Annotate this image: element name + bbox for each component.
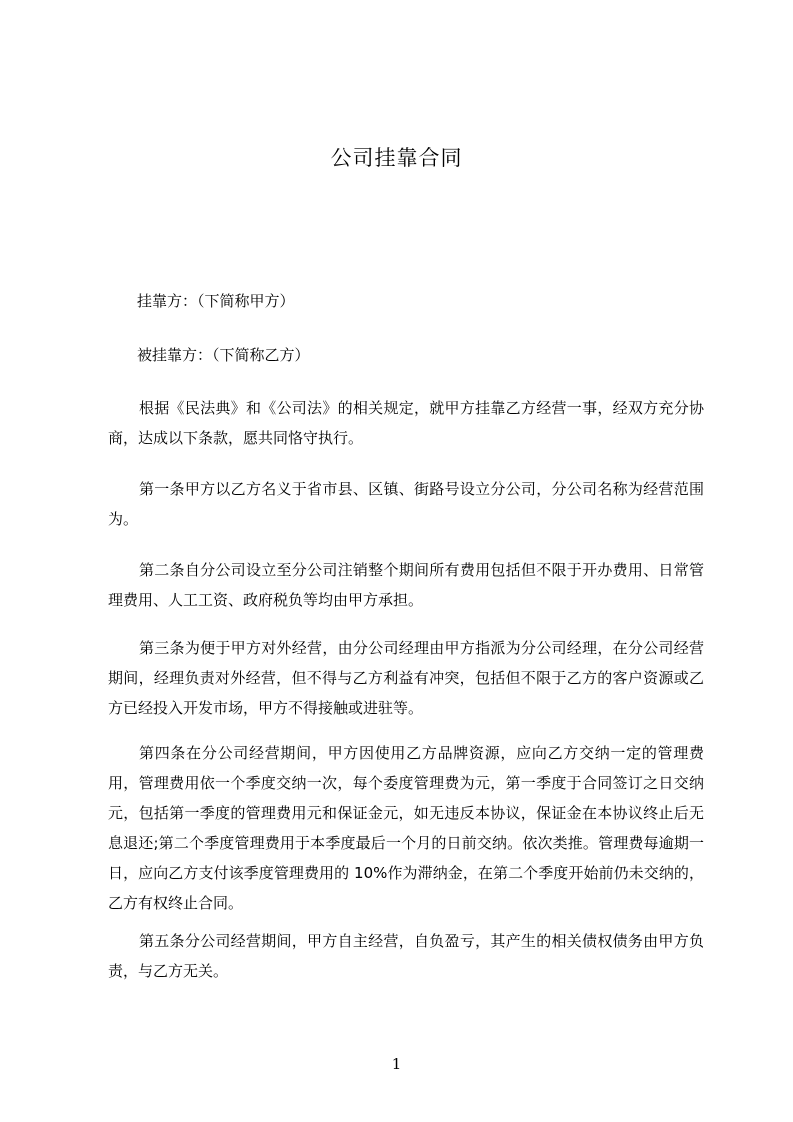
article-1-paragraph: 第一条甲方以乙方名义于省市县、区镇、街路号设立分公司，分公司名称为经营范围为。 [108,480,704,528]
page-number: 1 [391,1055,402,1073]
article-5-paragraph: 第五条分公司经营期间，甲方自主经营，自负盈亏，其产生的相关债权债务由甲方负责，与乙方无关。 [108,932,704,980]
party-b-line: 被挂靠方：（下简称乙方） [137,346,310,364]
party-a-line: 挂靠方：（下简称甲方） [137,292,295,310]
intro-paragraph: 根据《民法典》和《公司法》的相关规定，就甲方挂靠乙方经营一事，经双方充分协商，达成以下条款，愿共同恪守执行。 [108,399,704,447]
article-4-paragraph: 第四条在分公司经营期间，甲方因使用乙方品牌资源，应向乙方交纳一定的管理费用，管理费用依一个季度交纳一次，每个委度管理费为元，第一季度于合同签订之日交纳元，包括第一季度的管理费用元和保证金元，如无违反本协议，保证金在本协议终止后无息退还;第二个季度管理费用于本季度最后一个月的日前交纳。依次类推。管理费每逾期一日，应向乙方支付该季度管理费用的 10%作为滞纳金，在第二个季度开始前仍未交纳的，乙方有权终止合同。 [108,744,704,912]
article-2-paragraph: 第二条自分公司设立至分公司注销整个期间所有费用包括但不限于开办费用、日常管理费用、人工工资、政府税负等均由甲方承担。 [108,561,704,609]
document-title: 公司挂靠合同 [330,146,463,170]
article-3-paragraph: 第三条为便于甲方对外经营，由分公司经理由甲方指派为分公司经理，在分公司经营期间，经理负责对外经营，但不得与乙方利益有冲突，包括但不限于乙方的客户资源或乙方已经投入开发市场，甲方不得接触或进驻等。 [108,639,704,717]
